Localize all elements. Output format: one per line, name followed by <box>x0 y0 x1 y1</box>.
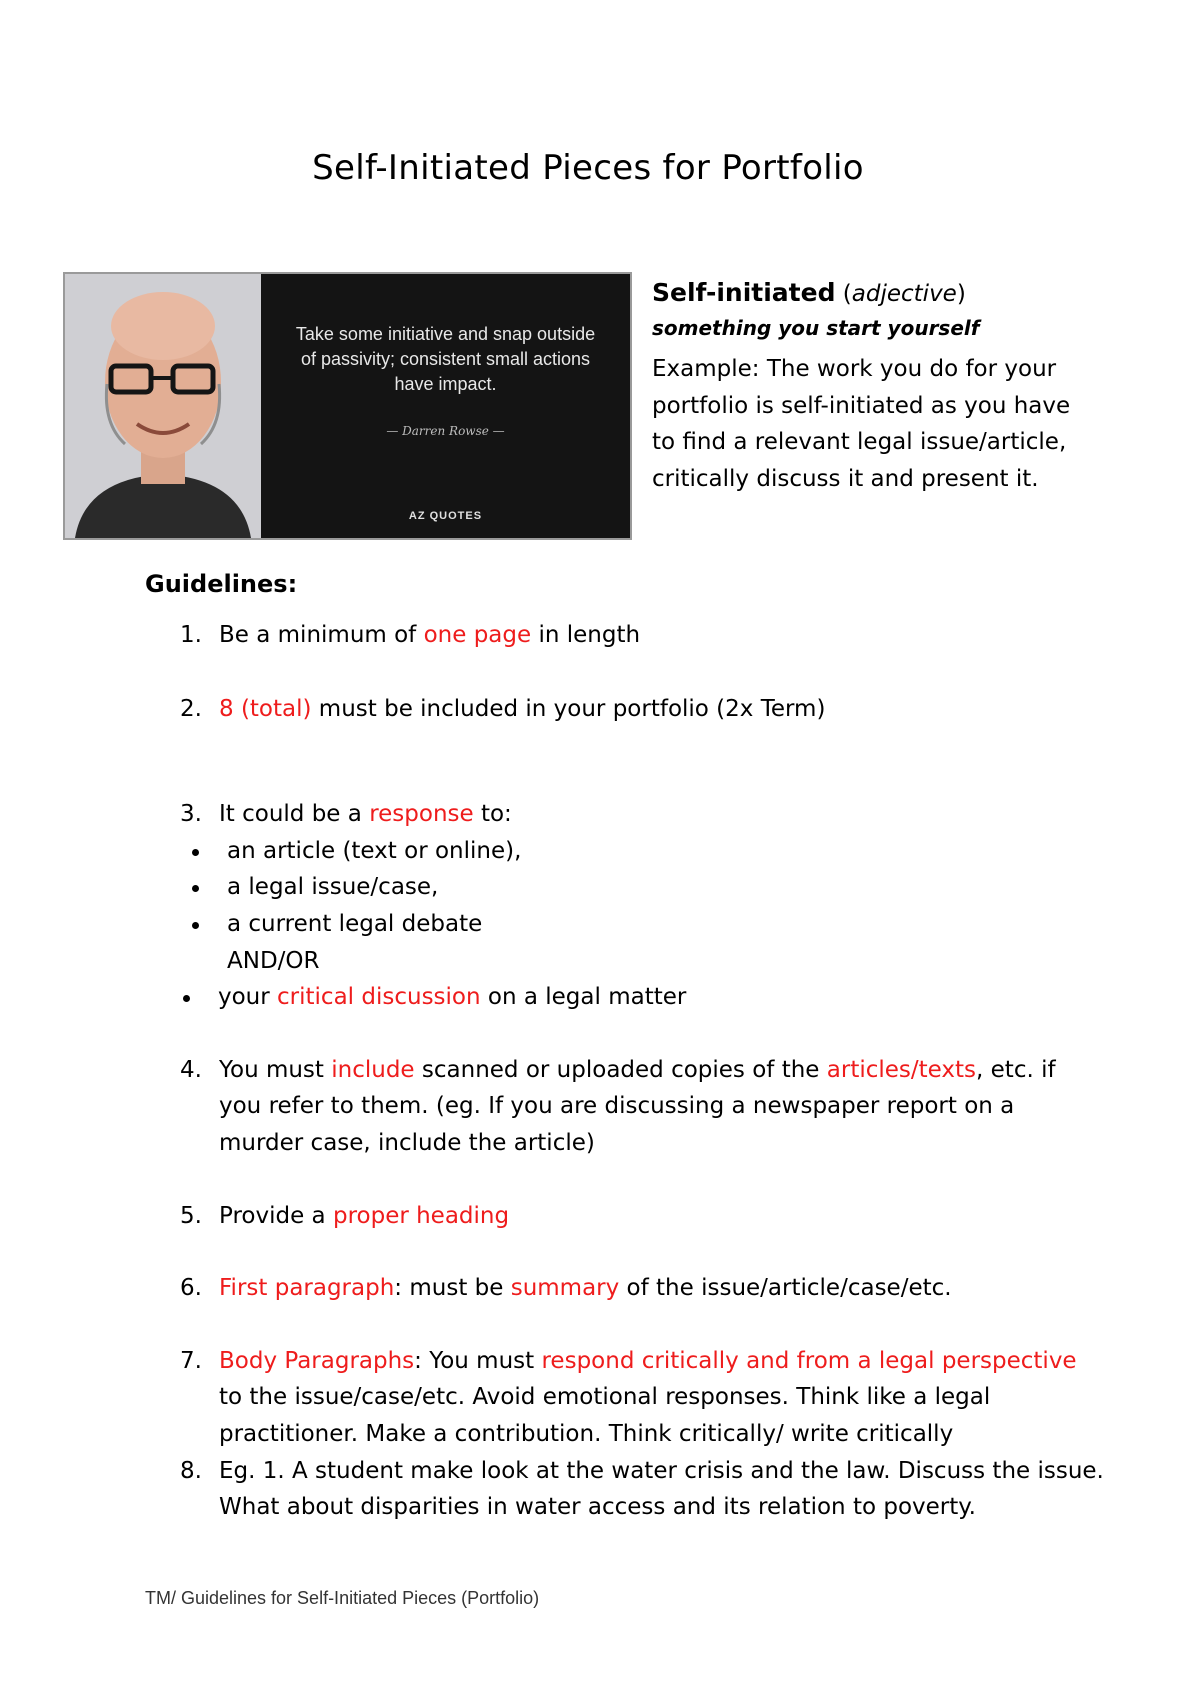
bullet-icon <box>192 922 199 929</box>
item-text: Provide a <box>219 1202 333 1229</box>
definition-meaning: something you start yourself <box>652 316 980 340</box>
guideline-item-7 <box>145 1343 1105 1453</box>
definition-heading <box>652 274 1092 313</box>
sub-item-text: your <box>218 984 278 1011</box>
guideline-item-3 <box>145 796 1105 833</box>
highlight-text: proper heading <box>332 1202 510 1229</box>
highlight-text: First paragraph <box>219 1275 395 1302</box>
item-number: 5. <box>180 1202 202 1229</box>
guideline-item-6 <box>145 1270 1105 1307</box>
and-or-text: AND/OR <box>227 947 320 974</box>
item-text: : You must <box>414 1347 542 1374</box>
quote-panel <box>261 274 630 538</box>
item-text: Eg. 1. A student make look at the water crisis and the law. Discuss the issue. What about disparities in water access and its relation to poverty. <box>219 1457 1104 1521</box>
highlight-text: critical discussion <box>277 984 481 1011</box>
highlight-text: articles/texts <box>826 1056 977 1083</box>
item-number: 1. <box>180 622 202 648</box>
item-text: You must <box>219 1056 332 1083</box>
item-number: 7. <box>180 1347 202 1374</box>
quote-text: Take some initiative and snap outside of passivity; consistent small actions have impact. <box>295 324 596 394</box>
highlight-text: summary <box>510 1275 620 1302</box>
page-footer: TM/ Guidelines for Self-Initiated Pieces (Portfolio) <box>145 1588 540 1608</box>
guideline-item-4 <box>145 1052 1105 1162</box>
quote-author: — Darren Rowse — <box>386 424 505 438</box>
item-text: in length <box>531 622 641 648</box>
definition-example: Example: The work you do for your portfolio is self-initiated as you have to find a relevant legal issue/article, critically discuss it and present it. <box>652 356 1071 492</box>
item-text: to the issue/case/etc. Avoid emotional responses. Think like a legal practitioner. Make a contribution. Think critically/ write critically <box>219 1384 991 1447</box>
highlight-text: 8 (total) <box>219 695 312 722</box>
item-number: 6. <box>180 1275 202 1302</box>
highlight-text: one page <box>423 622 532 648</box>
item-number: 8. <box>180 1457 202 1484</box>
definition-term: Self-initiated <box>652 278 836 307</box>
item-text: Be a minimum of <box>219 622 424 648</box>
sub-item <box>145 833 1105 870</box>
guideline-item-1 <box>145 617 1105 654</box>
definition-pos-wrap: (adjective) <box>842 281 966 307</box>
definition-pos: adjective <box>851 281 957 307</box>
definition-block <box>652 274 1092 497</box>
guideline-item-8 <box>145 1453 1105 1526</box>
quote-brand-logo: AZ QUOTES <box>408 510 483 522</box>
item-text: It could be a <box>219 801 370 828</box>
guideline-item-5 <box>145 1198 1105 1235</box>
sub-item-text: a legal issue/case, <box>227 874 439 901</box>
bullet-icon <box>192 885 199 892</box>
sub-item-text: on a legal matter <box>480 984 687 1011</box>
sub-item <box>145 979 1105 1016</box>
bullet-icon <box>183 995 190 1002</box>
item-number: 3. <box>180 801 202 828</box>
item-text: , etc. if you refer to them. (eg. If you are discussing a newspaper report on a murder case, include the article) <box>219 1056 1056 1156</box>
sub-item-text: a current legal debate <box>227 910 483 937</box>
sub-item-text: an article (text or online), <box>227 837 522 864</box>
bullet-icon <box>192 849 199 856</box>
item-text: scanned or uploaded copies of the <box>414 1056 827 1083</box>
quote-image <box>63 272 632 540</box>
sub-item <box>145 869 1105 906</box>
highlight-text: respond critically and from a legal perspective <box>541 1347 1077 1374</box>
item-number: 2. <box>180 695 202 722</box>
guidelines-list <box>145 617 1105 1526</box>
sub-item <box>145 906 1105 943</box>
item-text: must be included in your portfolio (2x Term) <box>311 695 826 722</box>
item-number: 4. <box>180 1056 202 1083</box>
guideline-item-2 <box>145 691 1105 728</box>
highlight-text: response <box>369 801 474 828</box>
highlight-text: Body Paragraphs <box>219 1347 415 1374</box>
sub-list <box>145 833 1105 979</box>
highlight-text: include <box>331 1056 415 1083</box>
page-title: Self-Initiated Pieces for Portfolio <box>312 148 864 188</box>
item-text: of the issue/article/case/etc. <box>619 1275 952 1302</box>
guideline-item-3-subs <box>145 833 1105 1016</box>
person-portrait <box>65 274 261 538</box>
item-text: to: <box>473 801 512 828</box>
guidelines-heading: Guidelines: <box>145 570 298 598</box>
item-text: : must be <box>394 1275 511 1302</box>
